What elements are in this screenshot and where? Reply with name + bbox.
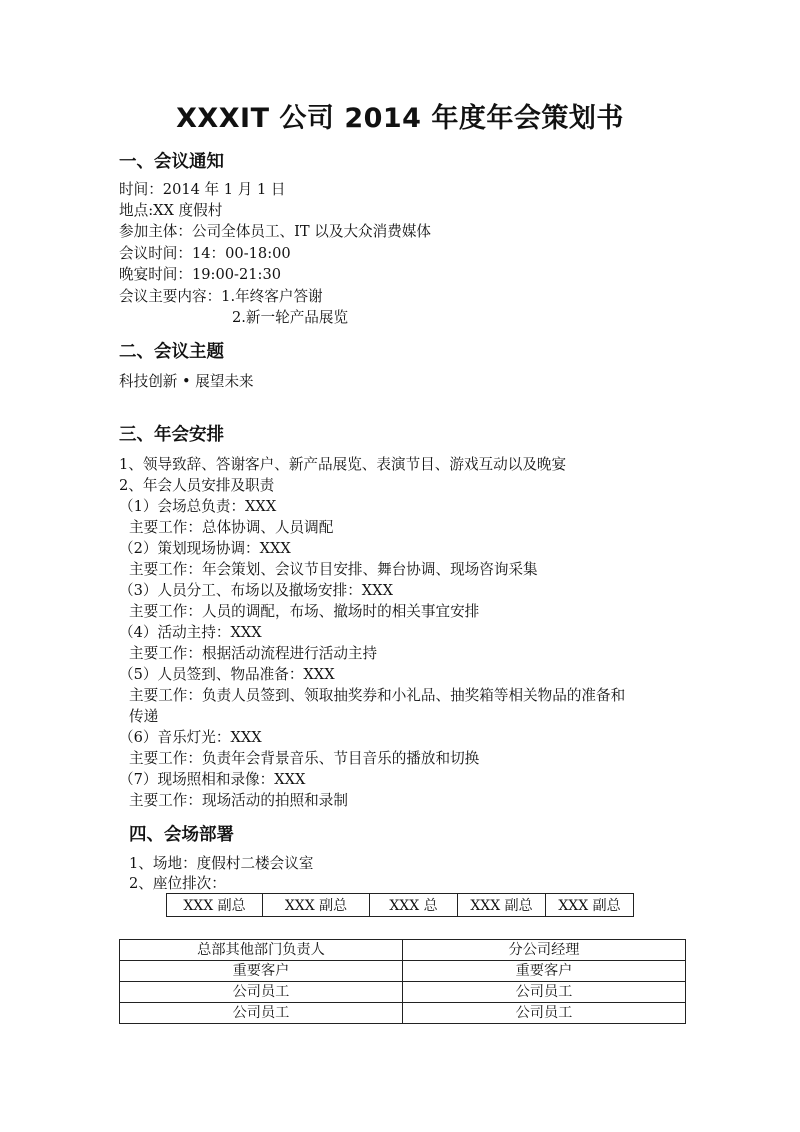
table-cell: 公司员工 [120,1003,403,1024]
section-heading-arrangement: 三、年会安排 [119,425,224,445]
notice-line-location: 地点:XX 度假村 [119,202,223,219]
arrangement-line: 主要工作：总体协调、人员调配 [129,519,334,536]
seating-order-table [166,893,634,917]
table-cell: XXX 副总 [167,894,263,917]
arrangement-line: 主要工作：年会策划、会议节目安排、舞台协调、现场咨询采集 [129,561,538,578]
arrangement-line: 1、领导致辞、答谢客户、新产品展览、表演节目、游戏互动以及晚宴 [119,456,567,473]
arrangement-line: （4）活动主持：XXX [119,624,262,641]
section-heading-theme: 二、会议主题 [119,342,224,362]
venue-line: 1、场地：度假村二楼会议室 [129,855,314,872]
table-cell: 公司员工 [120,982,403,1003]
table-cell: 公司员工 [403,1003,686,1024]
table-cell: 公司员工 [403,982,686,1003]
table-row [120,961,686,982]
document-title: XXXIT 公司 2014 年度年会策划书 [176,103,624,134]
arrangement-line: （5）人员签到、物品准备：XXX [119,666,335,683]
table-cell: 重要客户 [403,961,686,982]
table-cell: XXX 副总 [546,894,634,917]
arrangement-line: 传递 [129,708,159,725]
section-heading-venue: 四、会场部署 [129,825,234,845]
arrangement-line: 主要工作：负责人员签到、领取抽奖券和小礼品、抽奖箱等相关物品的准备和 [129,687,626,704]
table-cell: 总部其他部门负责人 [120,940,403,961]
table-cell: 分公司经理 [403,940,686,961]
table-cell: XXX 副总 [263,894,370,917]
table-row [167,894,634,917]
notice-line-dinner-time: 晚宴时间：19:00-21:30 [119,266,282,283]
arrangement-line: 主要工作：人员的调配，布场、撤场时的相关事宜安排 [129,603,480,620]
table-cell: XXX 副总 [458,894,546,917]
arrangement-line: 主要工作：负责年会背景音乐、节目音乐的播放和切换 [129,750,480,767]
notice-line-meeting-time: 会议时间：14：00-18:00 [119,245,291,262]
arrangement-line: （6）音乐灯光：XXX [119,729,262,746]
table-row [120,940,686,961]
arrangement-line: （1）会场总负责：XXX [119,498,277,515]
table-cell: XXX 总 [370,894,458,917]
section-heading-notice: 一、会议通知 [119,152,224,172]
arrangement-line: 2、年会人员安排及职责 [119,477,275,494]
arrangement-line: 主要工作：根据活动流程进行活动主持 [129,645,378,662]
table-row [120,1003,686,1024]
notice-line-time: 时间：2014 年 1 月 1 日 [119,181,286,198]
arrangement-line: 主要工作：现场活动的拍照和录制 [129,792,348,809]
notice-line-participants: 参加主体：公司全体员工、IT 以及大众消费媒体 [119,223,432,240]
theme-line: 科技创新 • 展望未来 [119,373,254,390]
table-row [120,982,686,1003]
table-cell: 重要客户 [120,961,403,982]
arrangement-line: （7）现场照相和录像：XXX [119,771,306,788]
arrangement-line: （2）策划现场协调：XXX [119,540,291,557]
notice-line-content-2: 2.新一轮产品展览 [232,309,349,326]
arrangement-line: （3）人员分工、布场以及撤场安排：XXX [119,582,393,599]
notice-line-content: 会议主要内容：1.年终客户答谢 [119,288,323,305]
seating-area-table [119,939,686,1024]
venue-line: 2、座位排次： [129,875,226,892]
